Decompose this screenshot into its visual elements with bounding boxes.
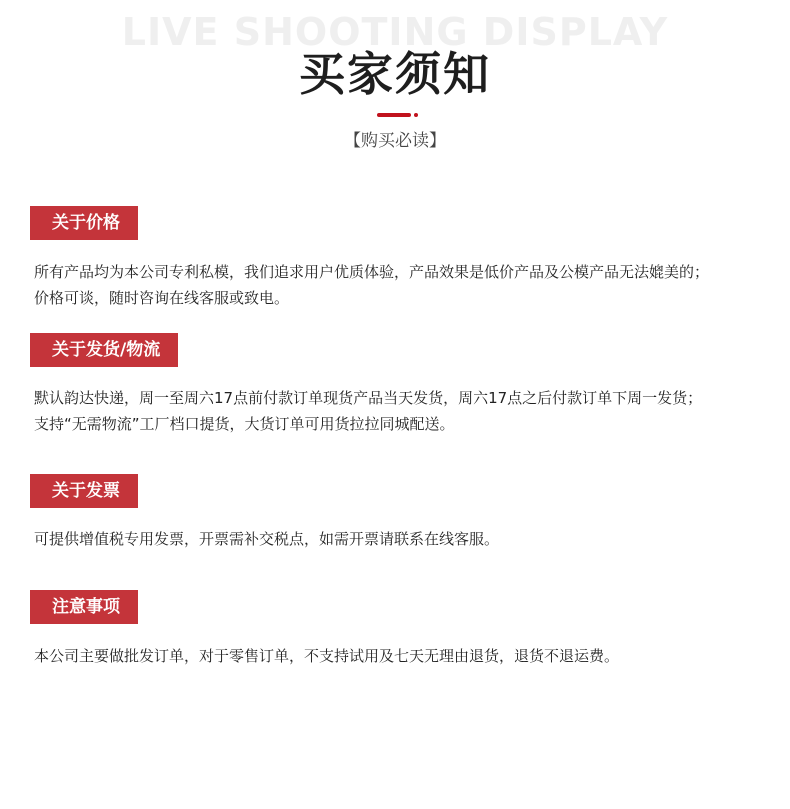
background-watermark-title: LIVE SHOOTING DISPLAY xyxy=(121,10,669,54)
section-text-shipping xyxy=(34,385,764,437)
section-text-invoice xyxy=(34,526,764,552)
section-line: 支持“无需物流”工厂档口提货，大货订单可用货拉拉同城配送。 xyxy=(34,415,455,433)
section-line: 可提供增值税专用发票，开票需补交税点，如需开票请联系在线客服。 xyxy=(34,530,500,548)
section-line: 默认韵达快递，周一至周六17点前付款订单现货产品当天发货，周六17点之后付款订单下周一发货； xyxy=(34,389,703,407)
section-badge-price: 关于价格 xyxy=(30,206,138,240)
section-text-price xyxy=(34,259,764,311)
section-line: 价格可谈，随时咨询在线客服或致电。 xyxy=(34,289,290,307)
page-subtitle: 【购买必读】 xyxy=(344,131,446,151)
section-text-notes xyxy=(34,643,764,669)
section-line: 本公司主要做批发订单，对于零售订单，不支持试用及七天无理由退货，退货不退运费。 xyxy=(34,647,620,665)
title-underline-dot xyxy=(414,113,418,117)
section-badge-shipping: 关于发货/物流 xyxy=(30,333,178,367)
title-underline-divider xyxy=(377,113,411,117)
section-badge-invoice: 关于发票 xyxy=(30,474,138,508)
section-line: 所有产品均为本公司专利私模，我们追求用户优质体验，产品效果是低价产品及公模产品无法媲美的； xyxy=(34,263,710,281)
page-title: 买家须知 xyxy=(299,47,491,101)
section-badge-notes: 注意事项 xyxy=(30,590,138,624)
